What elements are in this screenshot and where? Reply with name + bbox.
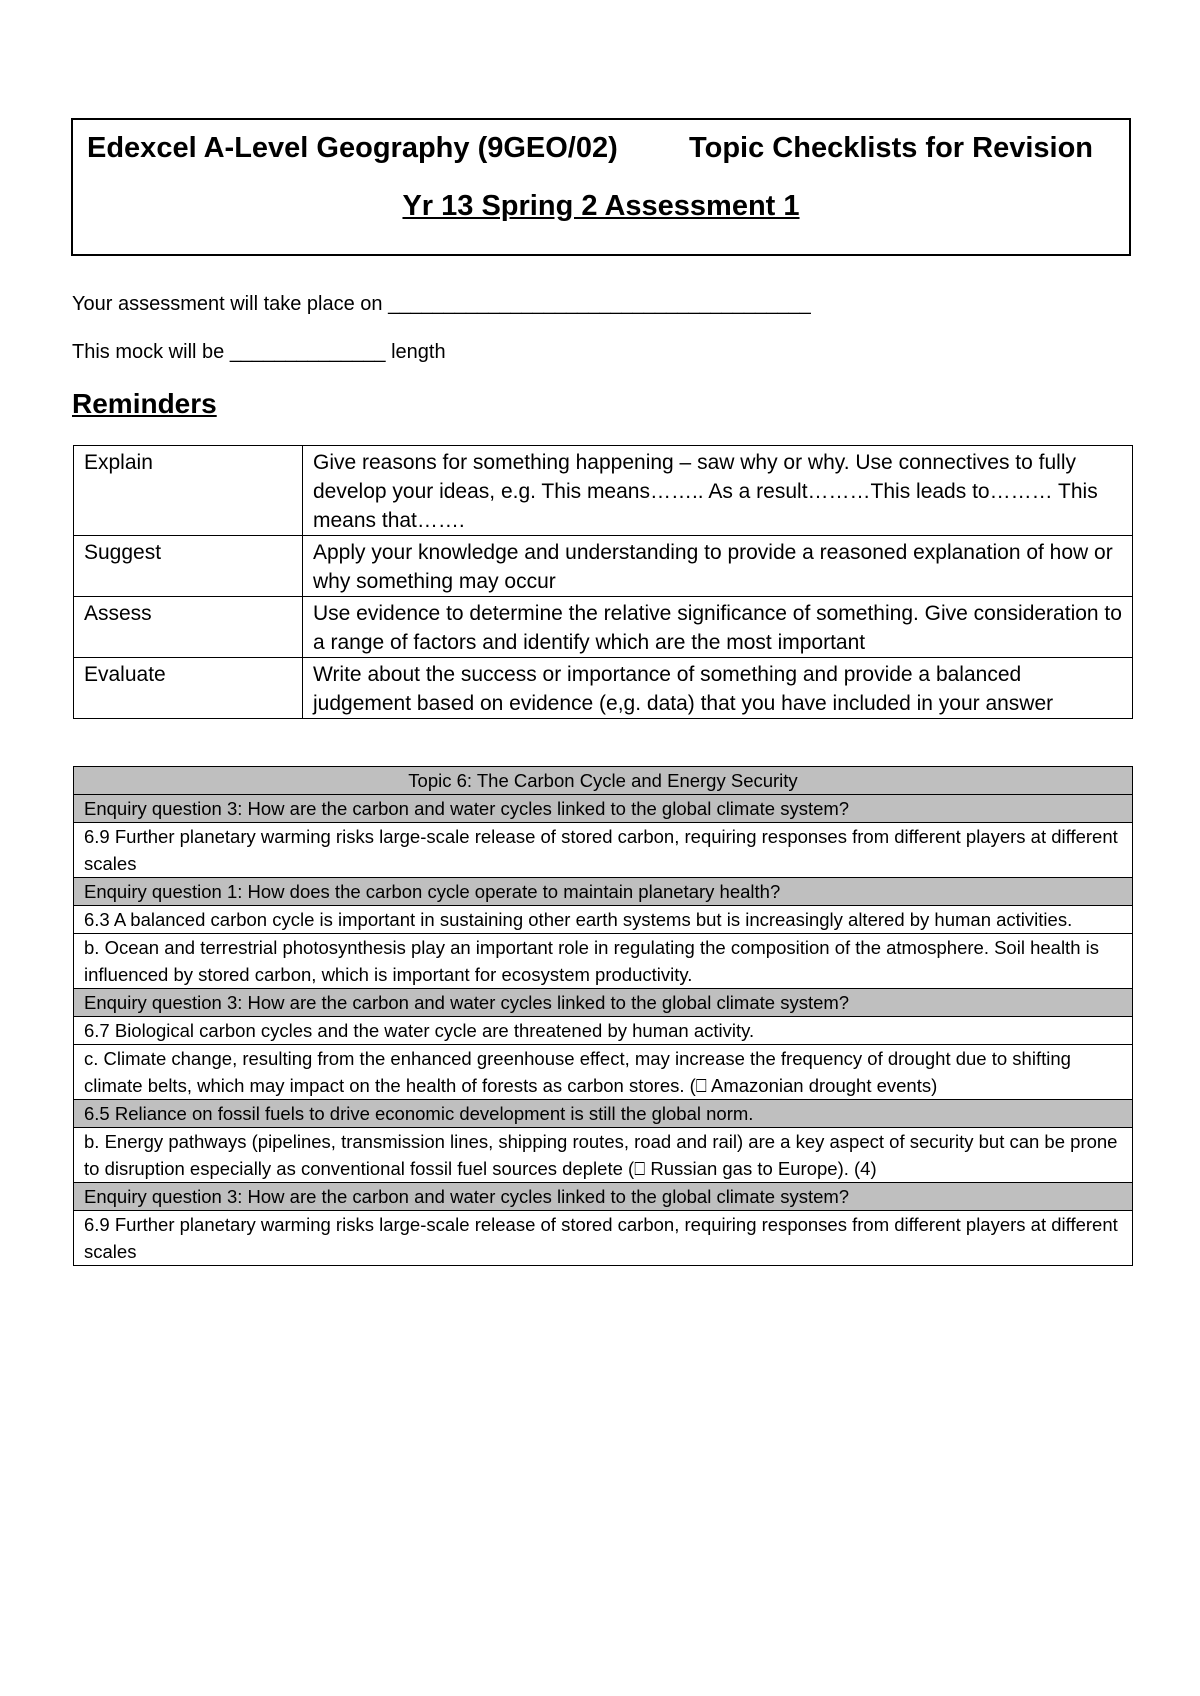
assessment-title: Yr 13 Spring 2 Assessment 1 [402,190,800,222]
row-text: Enquiry question 1: How does the carbon cycle operate to maintain planetary health? [74,878,1133,906]
reminders-table [73,445,1133,719]
row-text: 6.9 Further planetary warming risks large-scale release of stored carbon, requiring responses from different players at different scales [74,823,1133,878]
row-text: 6.3 A balanced carbon cycle is important in sustaining other earth systems but is increasingly altered by human activities. [74,906,1133,934]
reminder-row [74,597,1133,658]
enquiry-question-row [74,989,1133,1017]
checklist-title: Topic Checklists for Revision [689,132,1093,164]
spec-point-row [74,934,1133,989]
assessment-date-line[interactable]: Your assessment will take place on ______________________________________ [72,293,811,315]
mock-length-line[interactable]: This mock will be ______________ length [72,341,446,363]
spec-point-row [74,1017,1133,1045]
reminder-term: Evaluate [74,658,303,719]
row-text: b. Energy pathways (pipelines, transmission lines, shipping routes, road and rail) are a key aspect of security but can be prone to disruption especially as conventional fossil fuel sources deplete (⎕ Russian gas to Europe). (4) [74,1128,1133,1183]
reminder-definition: Give reasons for something happening – saw why or why. Use connectives to fully develop your ideas, e.g. This means…….. As a result………This leads to……… This means that……. [303,446,1133,536]
row-text: Enquiry question 3: How are the carbon and water cycles linked to the global climate system? [74,1183,1133,1211]
reminder-definition: Write about the success or importance of something and provide a balanced judgement based on evidence (e,g. data) that you have included in your answer [303,658,1133,719]
title-box [71,118,1131,256]
topic-header-row [74,767,1133,795]
row-text: 6.7 Biological carbon cycles and the water cycle are threatened by human activity. [74,1017,1133,1045]
enquiry-question-row [74,1183,1133,1211]
reminders-heading: Reminders [72,388,217,419]
reminder-row [74,536,1133,597]
reminder-row [74,446,1133,536]
row-text: c. Climate change, resulting from the enhanced greenhouse effect, may increase the frequency of drought due to shifting climate belts, which may impact on the health of forests as carbon stores. (⎕ Amazonian drought events) [74,1045,1133,1100]
topic-table [73,766,1133,1266]
spec-point-row [74,823,1133,878]
row-text: b. Ocean and terrestrial photosynthesis play an important role in regulating the composition of the atmosphere. Soil health is influenced by stored carbon, which is important for ecosystem productivity. [74,934,1133,989]
reminder-term: Suggest [74,536,303,597]
row-text: Enquiry question 3: How are the carbon and water cycles linked to the global climate system? [74,795,1133,823]
row-text: 6.5 Reliance on fossil fuels to drive economic development is still the global norm. [74,1100,1133,1128]
course-title: Edexcel A-Level Geography (9GEO/02) [87,132,618,164]
enquiry-question-row [74,878,1133,906]
enquiry-question-row [74,795,1133,823]
reminder-term: Assess [74,597,303,658]
reminder-definition: Apply your knowledge and understanding to provide a reasoned explanation of how or why something may occur [303,536,1133,597]
spec-point-row [74,906,1133,934]
reminder-definition: Use evidence to determine the relative significance of something. Give consideration to a range of factors and identify which are the most important [303,597,1133,658]
enquiry-question-row [74,1100,1133,1128]
row-text: 6.9 Further planetary warming risks large-scale release of stored carbon, requiring responses from different players at different scales [74,1211,1133,1266]
spec-point-row [74,1045,1133,1100]
spec-point-row [74,1211,1133,1266]
reminder-term: Explain [74,446,303,536]
row-text: Enquiry question 3: How are the carbon and water cycles linked to the global climate system? [74,989,1133,1017]
spec-point-row [74,1128,1133,1183]
topic-title: Topic 6: The Carbon Cycle and Energy Security [74,767,1133,795]
reminder-row [74,658,1133,719]
